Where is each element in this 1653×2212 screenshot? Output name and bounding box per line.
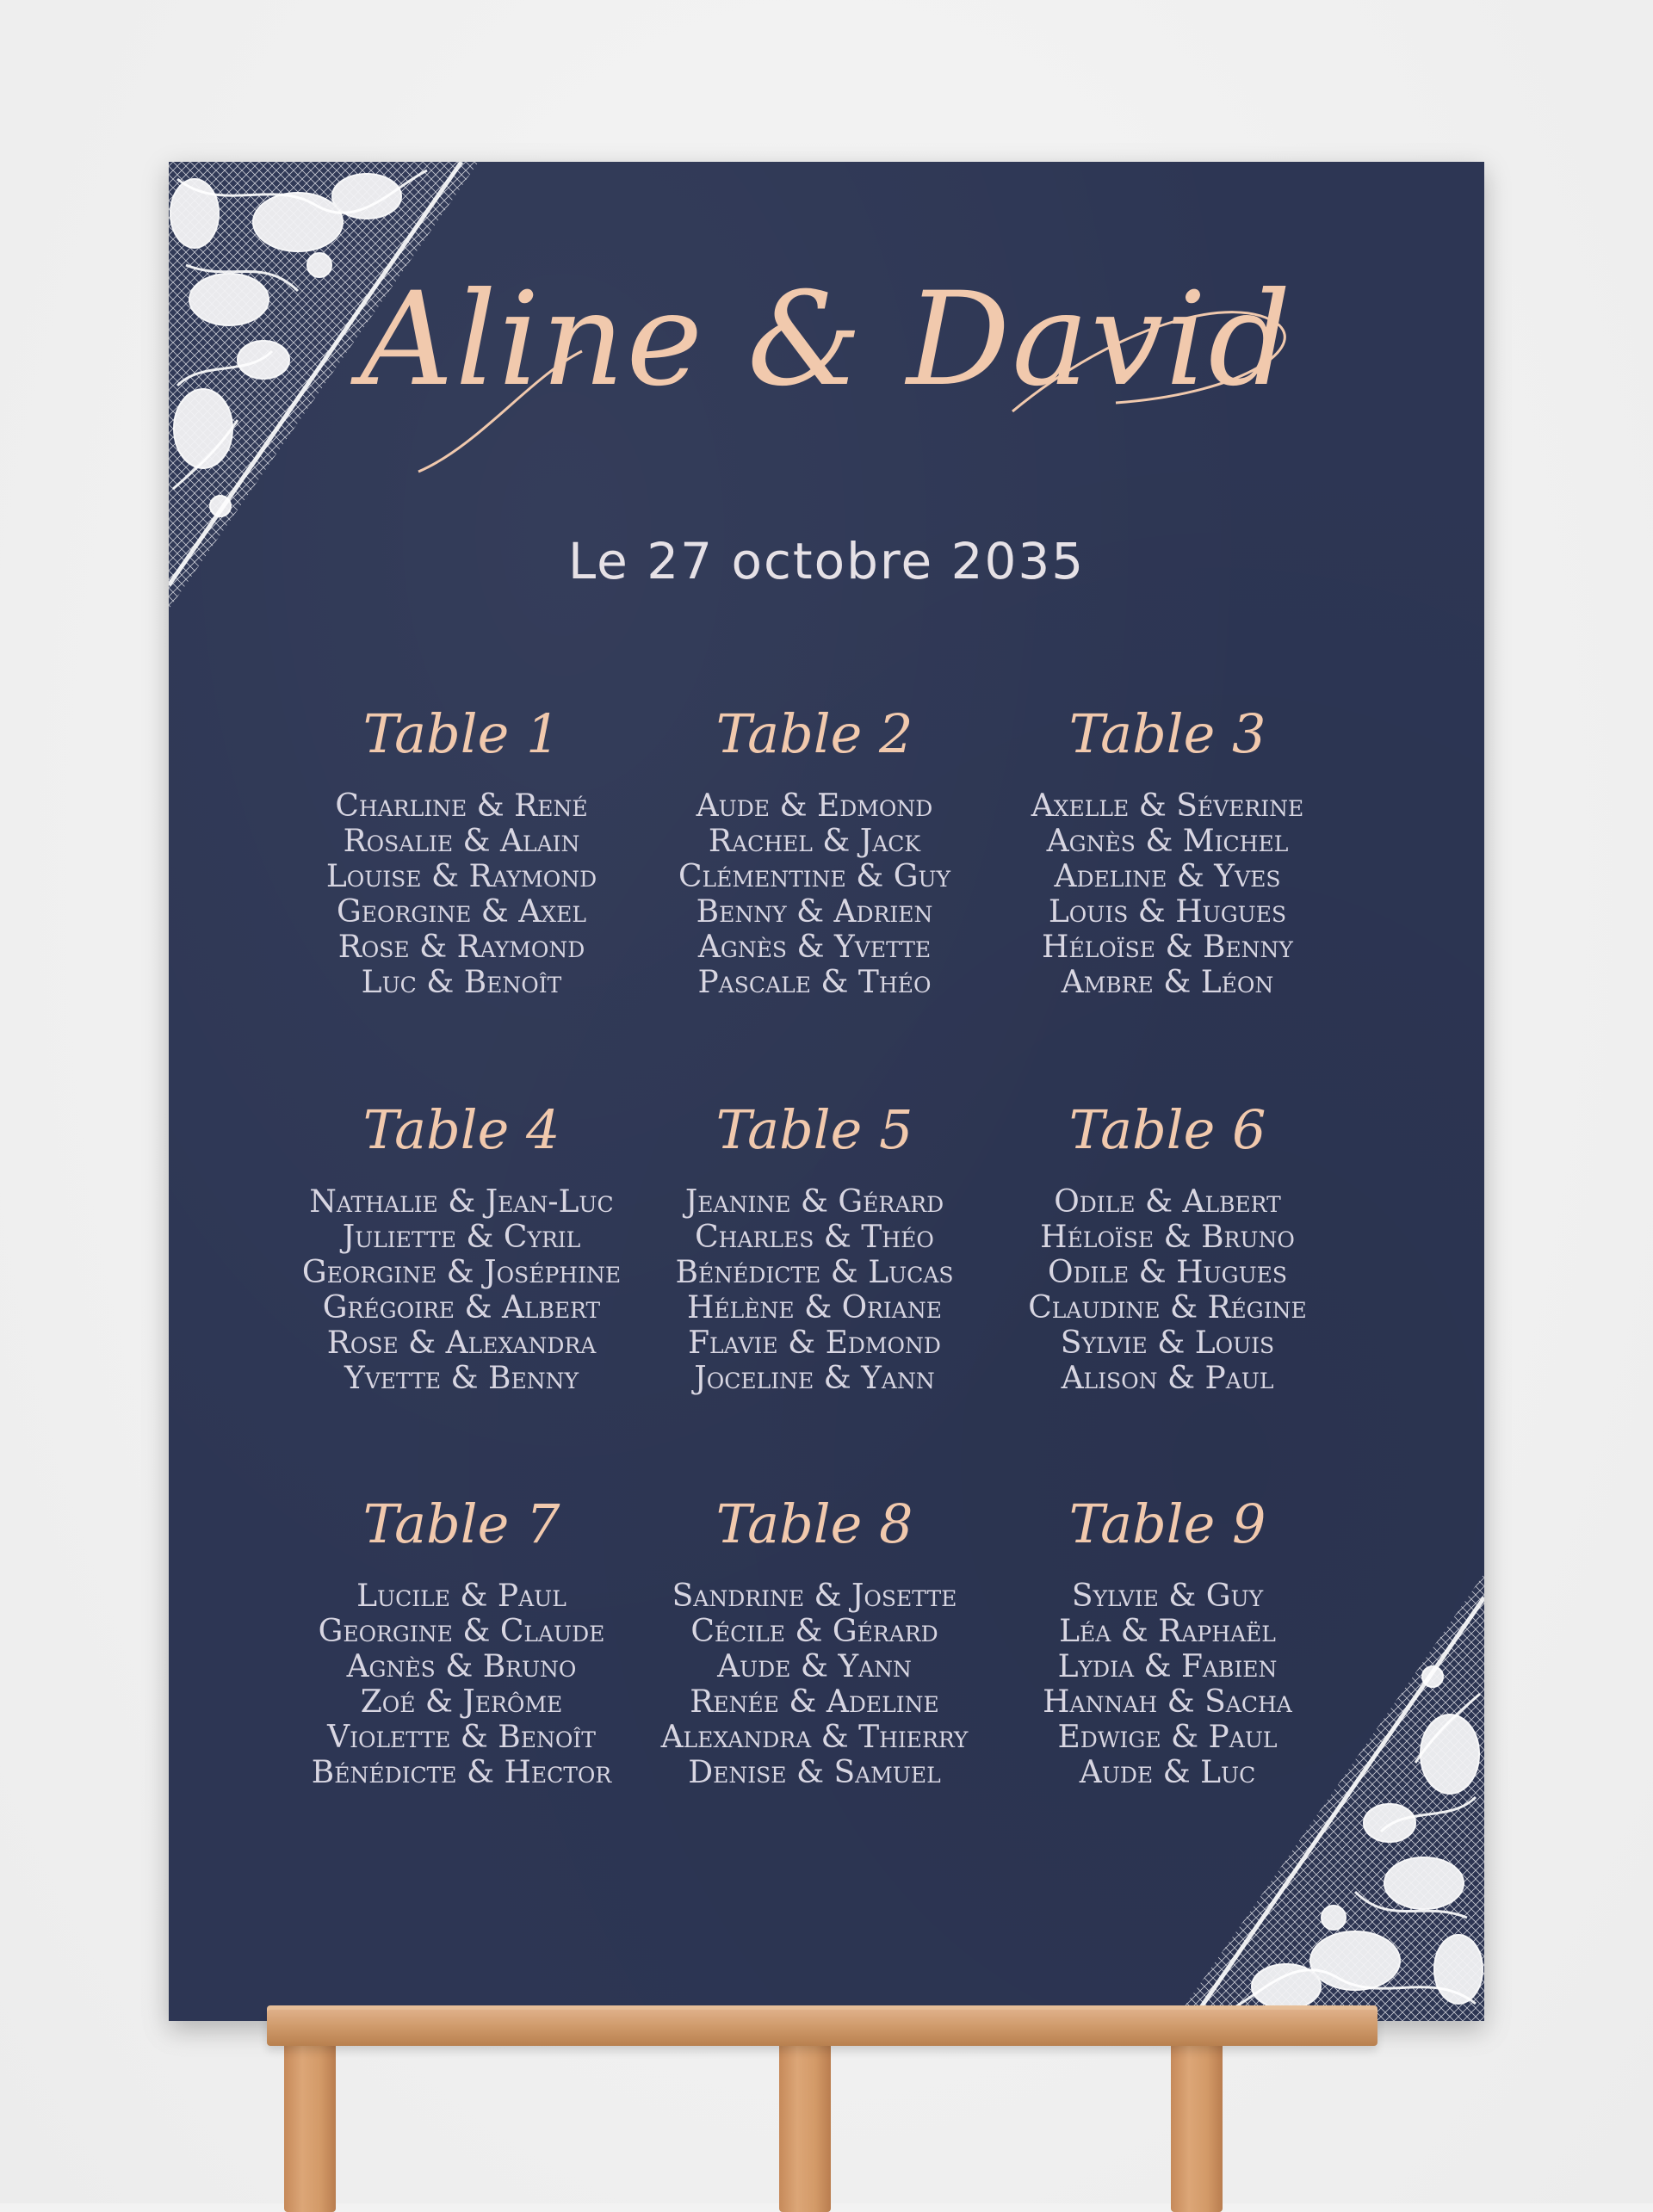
guest-pair: Clémentine & Guy <box>678 859 951 894</box>
table-heading: Table 5 <box>715 1098 913 1161</box>
table-block <box>987 1486 1348 1790</box>
guest-pair: Aude & Edmond <box>696 788 933 824</box>
guest-pair: Luc & Benoît <box>361 965 562 1000</box>
guest-pair: Joceline & Yann <box>694 1361 935 1396</box>
table-block <box>987 695 1348 1000</box>
guest-pair: Yvette & Benny <box>344 1361 579 1396</box>
guest-pair: Georgine & Claude <box>318 1614 605 1649</box>
guest-pair: Louis & Hugues <box>1048 894 1287 930</box>
table-heading: Table 2 <box>715 702 913 765</box>
guest-pair: Georgine & Joséphine <box>301 1255 622 1290</box>
guest-pair: Charles & Théo <box>695 1220 934 1255</box>
table-heading: Table 9 <box>1068 1492 1266 1555</box>
easel-ledge <box>267 2010 1378 2046</box>
guest-pair: Sandrine & Josette <box>672 1579 957 1614</box>
table-block <box>634 695 995 1000</box>
guest-pair: Lucile & Paul <box>356 1579 566 1614</box>
guest-pair: Agnès & Yvette <box>697 930 932 965</box>
guest-pair: Grégoire & Albert <box>322 1290 601 1325</box>
table-heading: Table 4 <box>362 1098 560 1161</box>
guest-pair: Pascale & Théo <box>697 965 932 1000</box>
guest-pair: Alison & Paul <box>1061 1361 1274 1396</box>
guest-pair: Léa & Raphaël <box>1059 1614 1276 1649</box>
table-heading: Table 6 <box>1068 1098 1266 1161</box>
guest-pair: Adeline & Yves <box>1054 859 1281 894</box>
guest-pair: Lydia & Fabien <box>1057 1649 1278 1684</box>
guest-pair: Rose & Raymond <box>337 930 585 965</box>
guest-pair: Flavie & Edmond <box>688 1325 941 1361</box>
guest-pair: Hélène & Oriane <box>687 1290 942 1325</box>
table-block <box>634 1091 995 1396</box>
guest-pair: Bénédicte & Hector <box>311 1755 612 1790</box>
guest-pair: Héloïse & Bruno <box>1040 1220 1295 1255</box>
table-heading: Table 1 <box>362 702 560 765</box>
guest-pair: Odile & Hugues <box>1047 1255 1288 1290</box>
guest-pair: Sylvie & Louis <box>1060 1325 1275 1361</box>
guest-pair: Denise & Samuel <box>688 1755 941 1790</box>
guest-pair: Aude & Yann <box>717 1649 912 1684</box>
guest-pair: Violette & Benoît <box>327 1720 596 1755</box>
couple-names-title: Aline & David <box>360 265 1293 415</box>
wedding-date: Le 27 octobre 2035 <box>567 532 1086 590</box>
guest-pair: Sylvie & Guy <box>1071 1579 1264 1614</box>
table-heading: Table 3 <box>1068 702 1266 765</box>
guest-pair: Alexandra & Thierry <box>660 1720 969 1755</box>
guest-pair: Jeanine & Gérard <box>684 1184 944 1220</box>
guest-pair: Claudine & Régine <box>1028 1290 1307 1325</box>
guest-pair: Cécile & Gérard <box>690 1614 938 1649</box>
guest-pair: Rosalie & Alain <box>343 824 580 859</box>
guest-pair: Rachel & Jack <box>708 824 921 859</box>
table-block <box>281 695 642 1000</box>
guest-pair: Edwige & Paul <box>1057 1720 1278 1755</box>
guest-pair: Zoé & Jerôme <box>360 1684 563 1720</box>
guest-pair: Charline & René <box>335 788 588 824</box>
guest-pair: Agnès & Michel <box>1046 824 1289 859</box>
table-block <box>987 1091 1348 1396</box>
guest-pair: Louise & Raymond <box>325 859 597 894</box>
table-heading: Table 7 <box>362 1492 560 1555</box>
guest-pair: Juliette & Cyril <box>342 1220 581 1255</box>
table-block <box>281 1486 642 1790</box>
seating-chart-board <box>169 162 1484 2021</box>
guest-pair: Rose & Alexandra <box>326 1325 597 1361</box>
guest-pair: Aude & Luc <box>1079 1755 1256 1790</box>
guest-pair: Axelle & Séverine <box>1031 788 1304 824</box>
guest-pair: Ambre & Léon <box>1061 965 1274 1000</box>
table-block <box>634 1486 995 1790</box>
guest-pair: Odile & Albert <box>1054 1184 1281 1220</box>
guest-pair: Hannah & Sacha <box>1043 1684 1292 1720</box>
guest-pair: Renée & Adeline <box>690 1684 939 1720</box>
guest-pair: Benny & Adrien <box>696 894 933 930</box>
table-heading: Table 8 <box>715 1492 913 1555</box>
guest-pair: Agnès & Bruno <box>346 1649 577 1684</box>
guest-pair: Héloïse & Benny <box>1042 930 1293 965</box>
guest-pair: Georgine & Axel <box>337 894 586 930</box>
table-block <box>281 1091 642 1396</box>
guest-pair: Bénédicte & Lucas <box>675 1255 954 1290</box>
guest-pair: Nathalie & Jean-Luc <box>309 1184 614 1220</box>
